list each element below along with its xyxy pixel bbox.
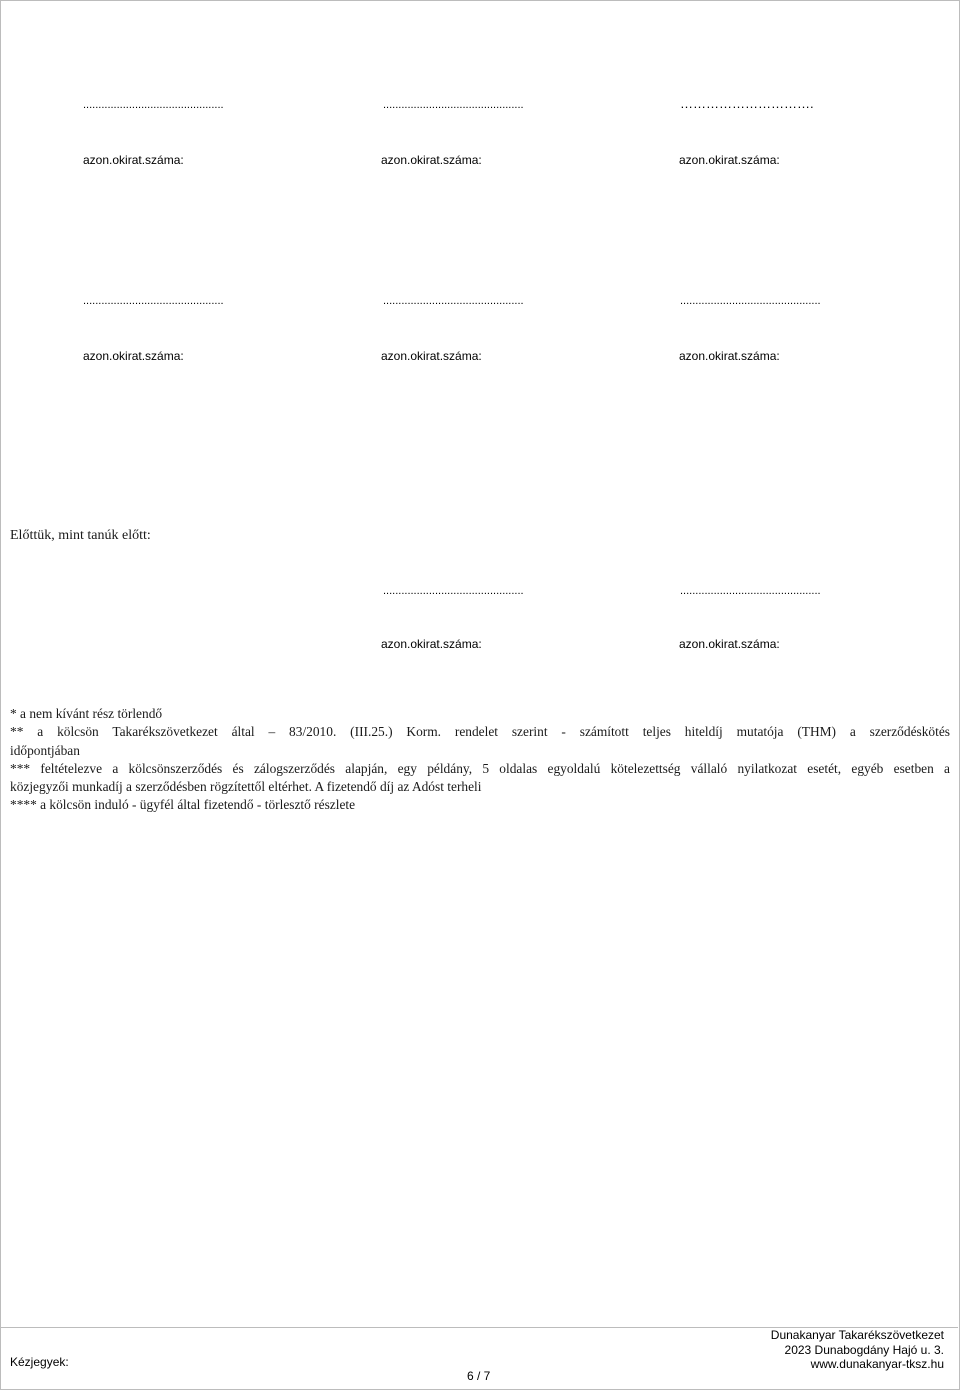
footnote-3-line-1: *** feltételezve a kölcsönszerződés és zálogszerződés alapján, egy példány, 5 oldalas egyoldalú kötelezettség vállaló nyilatkozat esetét, egyéb esetben a <box>10 760 950 776</box>
signature-line-1-3: …………………………. <box>680 96 814 111</box>
signature-line-1-1: .............................................. <box>83 99 224 111</box>
footnote-3-line-2: közjegyzői munkadíj a szerződésben rögzítettől eltérhet. A fizetendő díj az Adóst terheli <box>10 779 482 795</box>
footnote-1: * a nem kívánt rész törlendő <box>10 706 163 721</box>
id-label-2-3: azon.okirat.száma: <box>679 349 780 363</box>
id-label-2-2: azon.okirat.száma: <box>381 349 482 363</box>
footnotes <box>10 705 950 815</box>
page-number: 6 / 7 <box>467 1369 491 1383</box>
witness-signature-line-1: .............................................. <box>383 585 524 597</box>
company-web: www.dunakanyar-tksz.hu <box>810 1357 944 1371</box>
signature-line-2-3: .............................................. <box>680 295 821 307</box>
signature-line-1-2: .............................................. <box>383 99 524 111</box>
witness-heading: Előttük, mint tanúk előtt: <box>10 528 151 543</box>
company-address: 2023 Dunabogdány Hajó u. 3. <box>784 1342 944 1357</box>
id-label-2-1: azon.okirat.száma: <box>83 349 184 363</box>
witness-signature-line-2: .............................................. <box>680 585 821 597</box>
company-name: Dunakanyar Takarékszövetkezet <box>770 1328 944 1342</box>
company-info <box>771 1328 944 1372</box>
footnote-4: **** a kölcsön induló - ügyfél által fizetendő - törlesztő részlete <box>10 797 356 813</box>
witness-id-label-2: azon.okirat.száma: <box>679 637 780 651</box>
footnote-2-line-1: ** a kölcsön Takarékszövetkezet által – 83/2010. (III.25.) Korm. rendelet szerint - számított teljes hiteldíj mutatója (THM) a szerződéskötés <box>10 724 950 740</box>
footnote-2-line-2: időpontjában <box>10 742 80 758</box>
initials-label: Kézjegyek: <box>10 1355 69 1369</box>
witness-id-label-1: azon.okirat.száma: <box>381 637 482 651</box>
signature-line-2-1: .............................................. <box>83 295 224 307</box>
id-label-1-2: azon.okirat.száma: <box>381 153 482 167</box>
id-label-1-3: azon.okirat.száma: <box>679 153 780 167</box>
signature-line-2-2: .............................................. <box>383 295 524 307</box>
id-label-1-1: azon.okirat.száma: <box>83 153 184 167</box>
